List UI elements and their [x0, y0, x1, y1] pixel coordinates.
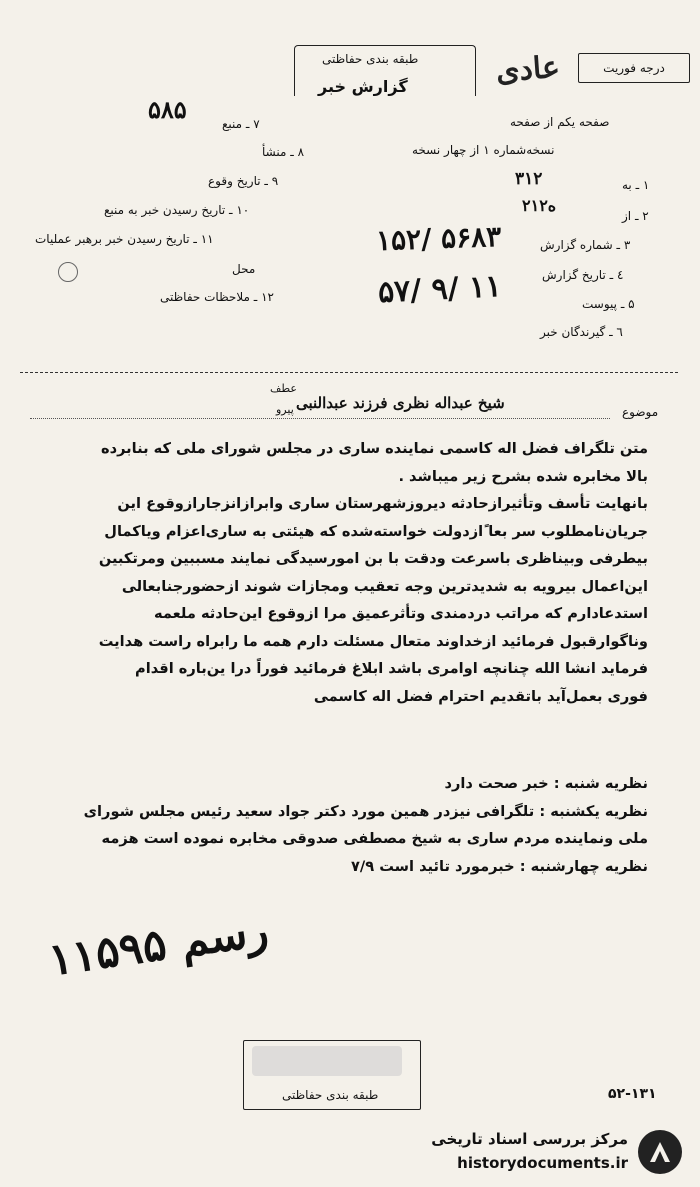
urgency-label: درجه فوریت — [603, 61, 665, 75]
subject-label: موضوع — [622, 405, 659, 419]
field-attachment: ۵ ـ پیوست — [582, 297, 635, 311]
handwritten-number: ۱۱۵۹۵ — [45, 919, 170, 987]
note-line: ملی ونماینده مردم ساری به شیخ مصطفی صدوقی مخابره نموده است هزمه — [101, 830, 648, 847]
subject-dotted-line — [30, 418, 610, 419]
report-date-value: ۵۷/ ۹/ ۱۱ — [377, 268, 503, 311]
archive-logo-icon — [638, 1130, 682, 1174]
classification-label: طبقه بندی حفاظتی — [322, 52, 419, 66]
field-to: ۱ ـ به — [622, 178, 650, 192]
body-line: این‌اعمال بیرویه به شدیدترین وجه تعقیب ومجازات شوند ازحضورجنابعالی — [121, 577, 648, 595]
stamp-label: طبقه بندی حفاظتی — [282, 1088, 379, 1102]
handwritten-prefix: رسم — [177, 904, 272, 968]
field-date-to-source: ۱۰ ـ تاریخ رسیدن خبر به منبع — [104, 203, 250, 217]
body-line: وناگوارقبول فرمائید ازخداوند متعال مسئلت دارم همه ما رابراه راست هدایت — [98, 632, 648, 650]
body-line: فوری بعمل‌آید باتقدیم احترام فضل اله کاسمی — [313, 687, 648, 705]
body-line: فرماید انشا الله چنانچه اوامری باشد ابلاغ فرمائید فوراً درا ین‌باره اقدام — [135, 660, 648, 677]
field-from-value: ۲۱ه۲ — [522, 196, 557, 215]
stamp-smudge — [252, 1046, 402, 1076]
archive-logo-url: historydocuments.ir — [457, 1154, 628, 1172]
field-security-notes: ۱۲ ـ ملاحظات حفاظتی — [160, 290, 274, 304]
body-line: بالا مخابره شده بشرح زیر میباشد . — [398, 467, 648, 485]
urgency-handwritten: عادی — [494, 49, 562, 90]
body-line: جریان‌نامطلوب سر بعا ًازدولت خواسته‌شده که هیئتی به ساری‌اعزام ویاکمال — [104, 522, 648, 540]
field-recipients: ٦ ـ گیرندگان خبر — [540, 325, 623, 339]
section-divider — [20, 372, 678, 373]
source-value: ۵۸۵ — [148, 95, 187, 124]
archive-logo[interactable] — [428, 1126, 688, 1182]
field-page: صفحه یکم از صفحه — [510, 115, 610, 129]
body-line: متن تلگراف فضل اله کاسمی نماینده ساری در مجلس شورای ملی که بنابرده — [100, 440, 648, 457]
field-copy-number: نسخه‌شماره ۱ از چهار نسخه — [412, 143, 555, 157]
body-line: استدعادارم که مراتب دردمندی وتأثرعمیق مرا ازوقوع این‌حادثه ملعمه — [154, 605, 648, 622]
report-number-value: ۱۵۲/ ۵۶۸۳ — [375, 219, 502, 258]
doc-type-title: گزارش خبر — [318, 77, 408, 96]
body-line: بیطرفی وبیناظری باسرعت ودقت با بن امورسیدگی نمایند مسببین ومرتکبین — [98, 550, 648, 567]
field-date-to-leader: ۱۱ ـ تاریخ رسیدن خبر برهبر عملیات — [35, 232, 214, 246]
note-line: نظریه شنبه : خبر صحت دارد — [444, 775, 648, 792]
subject-annotation-peyro: پیرو — [276, 403, 294, 416]
field-origin: ۸ ـ منشأ — [262, 145, 305, 159]
field-location: محل — [232, 262, 256, 276]
field-report-number: ۳ ـ شماره گزارش — [540, 238, 631, 252]
field-report-date: ٤ ـ تاریخ گزارش — [542, 268, 624, 282]
footer-code: ۵۲-۱۳۱ — [608, 1086, 657, 1102]
telegram-body — [48, 435, 648, 710]
field-source: ۷ ـ منبع — [222, 117, 260, 131]
archive-logo-name: مرکز بررسی اسناد تاریخی — [431, 1130, 628, 1148]
small-circle-mark — [58, 262, 78, 282]
field-to-value: ۳۱۲ — [515, 169, 543, 189]
analysis-notes — [48, 770, 648, 880]
subject-value: شیخ عبداله نظری فرزند عبدالنبی — [296, 394, 505, 412]
field-event-date: ۹ ـ تاریخ وقوع — [208, 174, 279, 188]
note-line: نظریه چهارشنبه : خبرمورد تائید است ۷/۹ — [351, 857, 648, 875]
note-line: نظریه یکشنبه : تلگرافی نیزدر همین مورد دکتر جواد سعید رئیس مجلس شورای — [83, 802, 648, 820]
subject-annotation-atf: عطف — [270, 382, 297, 395]
body-line: بانهایت تأسف وتأثیرازحادثه دیروزشهرستان ساری وابرازانزجارازوقوع این — [117, 495, 648, 512]
field-from: ۲ ـ از — [622, 209, 649, 223]
urgency-box — [578, 53, 690, 83]
handwritten-archive-number — [46, 905, 272, 986]
